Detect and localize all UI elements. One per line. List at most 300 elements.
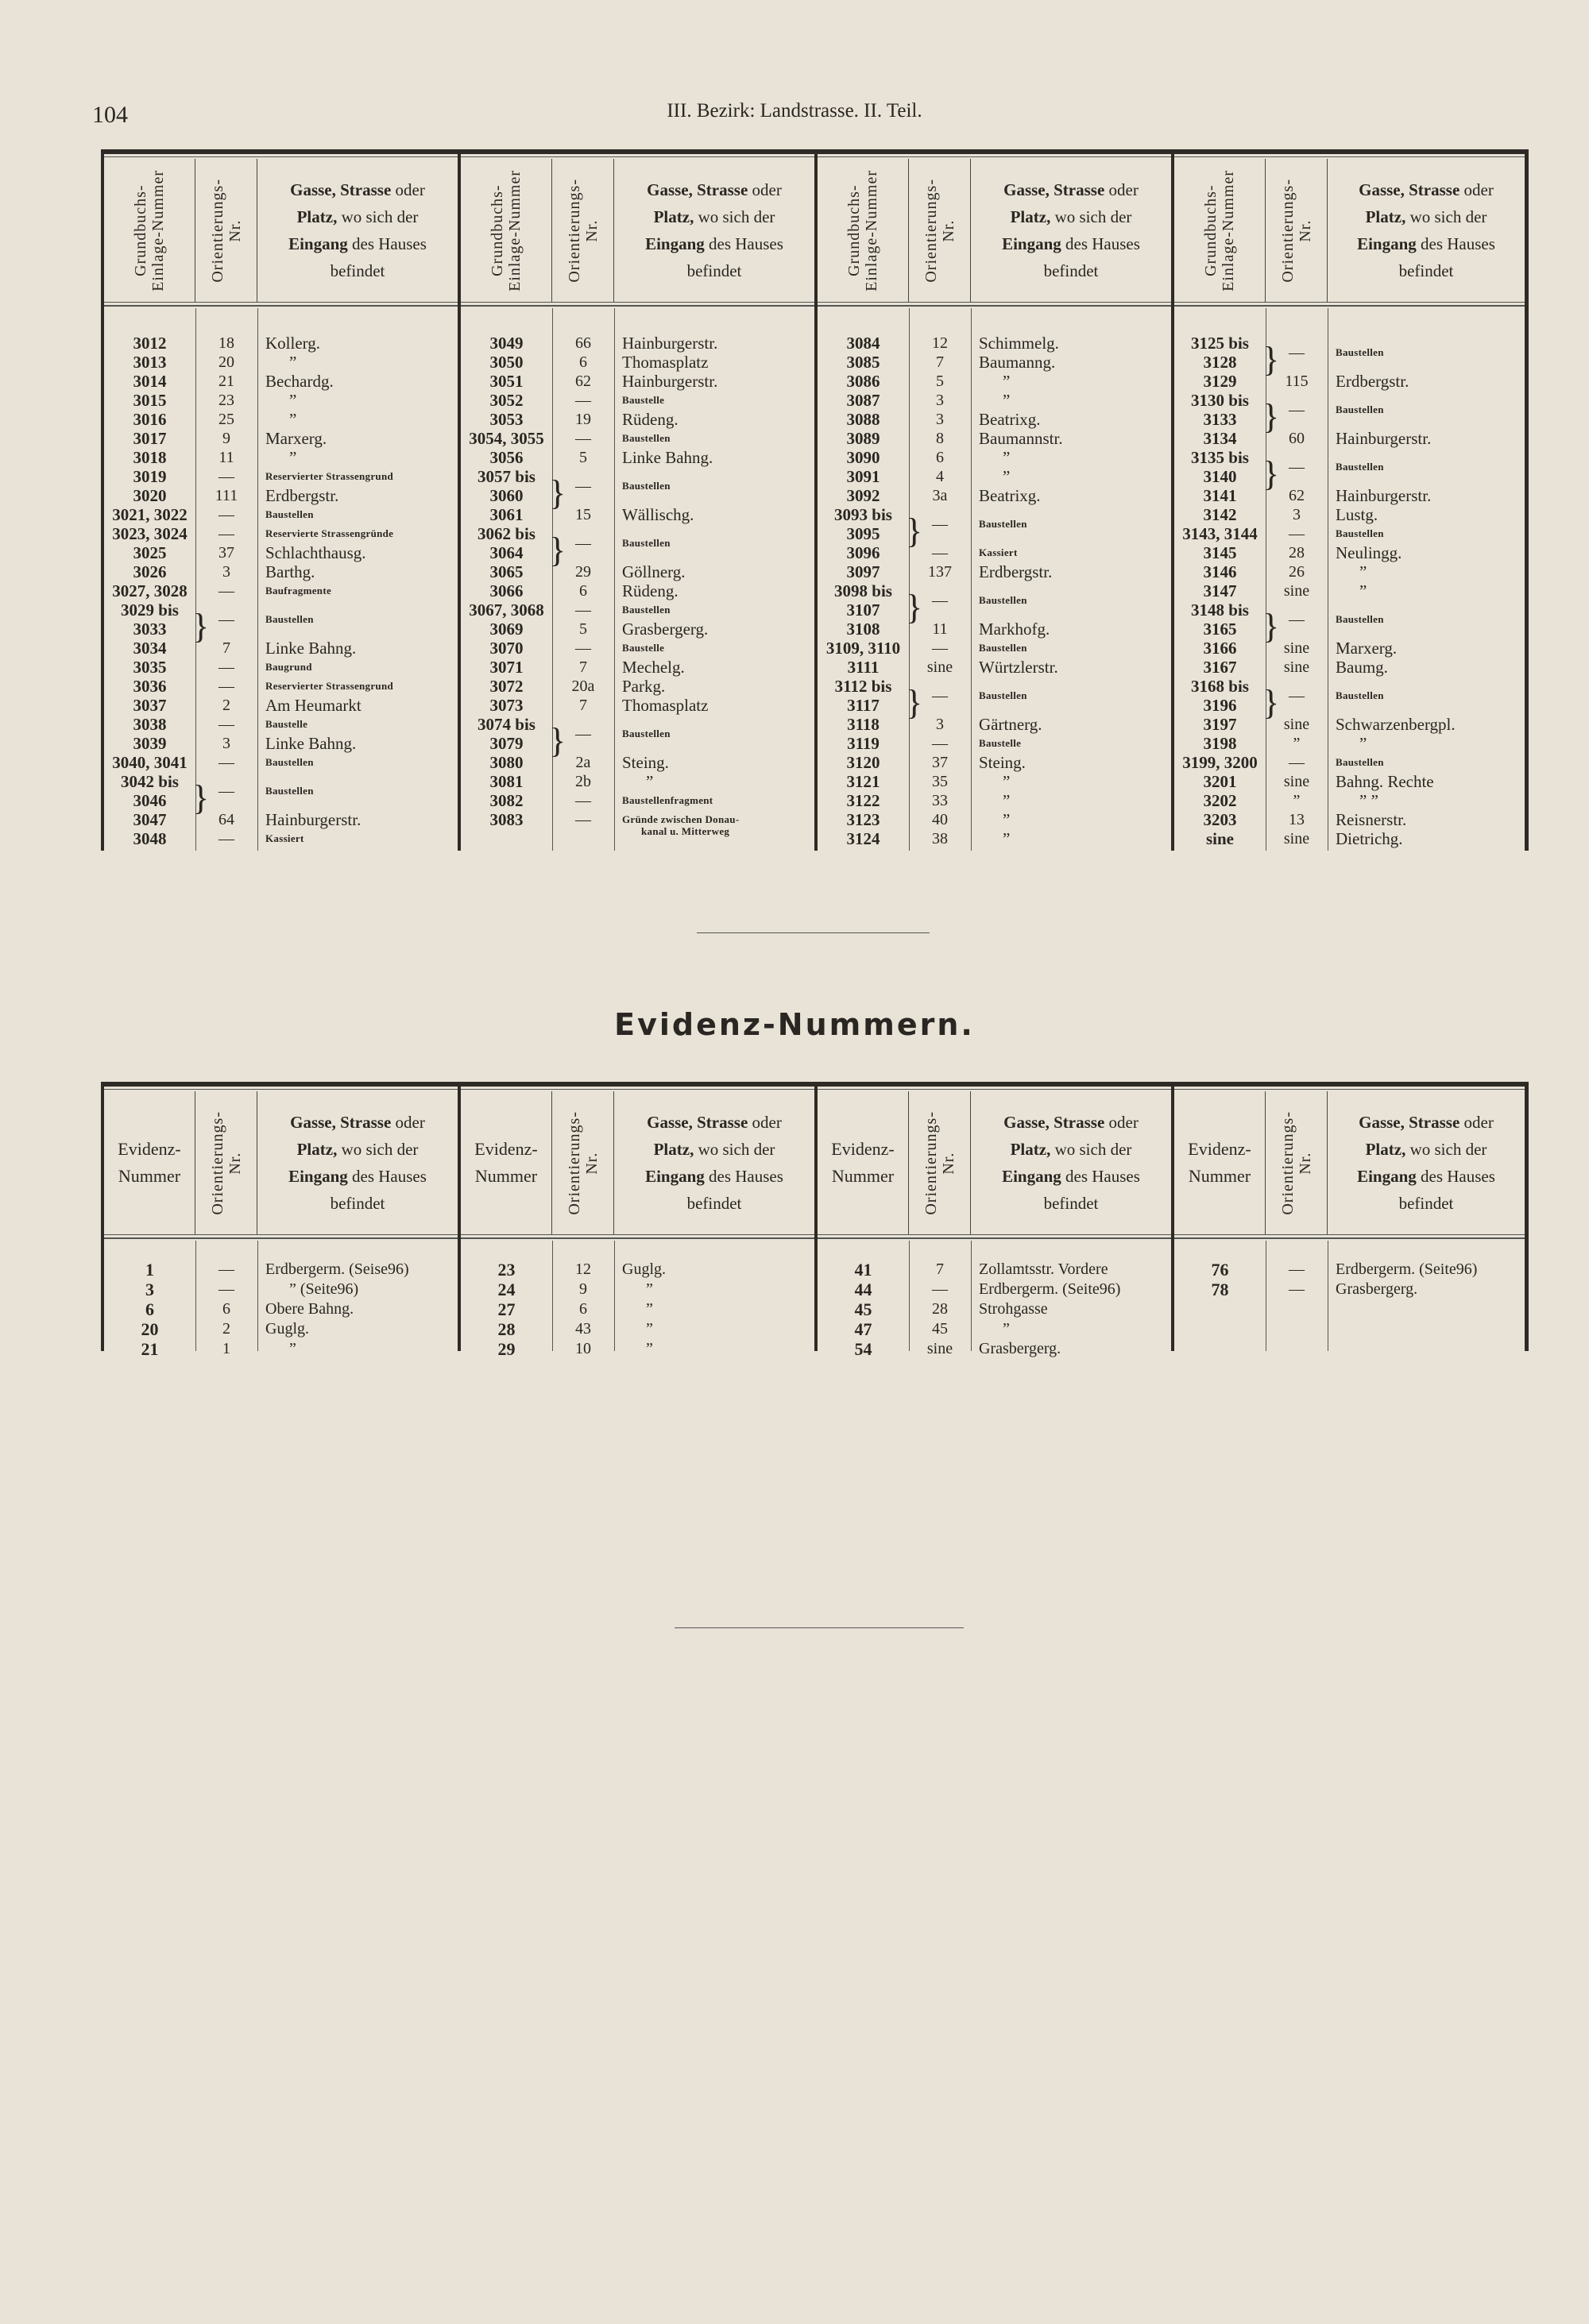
table-row [1174,543,1525,562]
entry-number-line: 3108 [846,620,880,639]
orientation-number: 20 [218,353,234,371]
entry-number-line: 3040, 3041 [112,753,188,772]
header-word: Eingang [288,234,353,253]
row-list [818,1241,1171,1359]
table-row [104,391,458,410]
header-line: Grundbuchs- [489,184,506,276]
table-row [461,772,814,791]
street-line: Baustelle [622,642,665,654]
entry-number-line: 3121 [846,772,880,791]
entry-number [461,1280,552,1299]
orientation-number: } — [906,587,948,627]
header-line: Einlage-Nummer [1220,169,1237,291]
entry-number [461,600,552,620]
entry-number-line: 3037 [133,696,167,715]
street-line: Baustellen [1336,756,1384,768]
header-label [1188,1136,1251,1190]
orientation-number: 5 [936,372,944,390]
header-line: Orientierungs- [922,1110,940,1215]
street-name [614,620,814,639]
street-name [1328,772,1525,792]
entry-number-line: 3142 [1203,505,1237,524]
street-line: ” [289,352,297,372]
table-row [461,391,814,410]
table-row [818,1319,1171,1339]
street-column-header-cell [1328,1091,1525,1234]
street-line: Parkg. [622,676,666,696]
orientation-number: — [575,600,591,619]
entry-number [461,448,552,467]
header-line: Grundbuchs- [1202,184,1220,276]
street-name [971,1280,1171,1299]
table-row [104,753,458,772]
header-line [1357,1136,1495,1163]
table-row [104,600,458,646]
table-row [104,486,458,505]
orientation-number: — [218,658,234,676]
entry-number-line: 21 [141,1338,159,1359]
brace-icon: } [1262,396,1280,436]
header-line: befindet [330,1194,385,1213]
header-label [845,170,880,291]
header-line [1002,230,1140,257]
street-column-header-cell [614,159,814,302]
entry-number [104,1280,195,1299]
entry-number-line: 3146 [1203,562,1237,581]
entry-number-line: 3203 [1203,810,1237,829]
header-line [645,230,783,257]
table-row [104,1319,458,1339]
street-line: Gründe zwischen Donau- [622,813,740,825]
table-header [461,159,814,303]
header-line: Nummer [118,1166,181,1186]
entry-number [818,677,909,715]
header-line: Evidenz- [118,1139,181,1159]
entry-number-line: 3091 [846,467,880,486]
header-line: Grundbuchs- [132,184,149,276]
street-name [614,1260,814,1279]
street-name [614,813,814,837]
street-line: Kollerg. [265,333,321,353]
street-column-header [1002,176,1140,284]
street-name [614,448,814,468]
table-row [818,334,1171,353]
entry-number [818,734,909,753]
entry-number [818,620,909,639]
street-line: Hainburgerstr. [622,371,718,391]
table-header [461,1091,814,1235]
entry-number [818,753,909,772]
entry-number [104,753,195,772]
header-word: wo sich der [1409,1140,1487,1159]
street-name [1328,461,1525,473]
orientation-number: 18 [218,334,234,352]
orientation-number: } — [1262,454,1305,493]
street-name [614,728,814,740]
orientation-number: 3a [932,486,948,504]
table-row [461,753,814,772]
table-body [104,1241,458,1359]
street-column-header [645,1109,783,1217]
street-line: Baustellen [1336,527,1384,539]
orientation-number: 28 [1289,543,1305,562]
entry-number [818,353,909,372]
orientation-number: } — [549,530,591,569]
street-column-header [288,1109,427,1217]
table-row [104,1299,458,1319]
entry-number-line: 3049 [489,334,524,353]
street-name [257,508,458,521]
street-name [971,810,1171,830]
street-line: ” [1359,562,1367,581]
orientation-number: sine [1283,639,1310,657]
street-line: Baustellen [622,604,671,616]
header-line [645,1163,783,1190]
entry-number [818,772,909,791]
header-line [1357,203,1495,230]
street-name [257,334,458,353]
street-column-header [1357,176,1495,284]
header-word: oder [1108,1113,1139,1132]
street-line: Baustellen [979,689,1027,701]
street-line: Erdbergerm. (Seite96) [979,1280,1121,1298]
street-line: Grasbergerg. [979,1340,1061,1357]
entry-number [104,1320,195,1339]
entry-number [461,410,552,429]
entry-number-line: 3060 [489,486,524,505]
orientation-number: 4 [936,467,944,485]
header-word: oder [395,1113,425,1132]
number-column-header [818,159,909,302]
orientation-number: 6 [579,581,587,600]
column-group [101,1087,458,1359]
table-row [104,543,458,562]
street-line: ” [1359,581,1367,600]
orientation-number: } — [906,511,948,550]
street-line: Hainburgerstr. [622,333,718,353]
orientation-number: 2 [222,1320,230,1338]
street-name [257,734,458,754]
header-label [132,170,167,291]
street-name [257,527,458,540]
orientation-number: — [575,791,591,809]
street-line: ” [1003,371,1011,391]
entry-number [1174,505,1266,524]
orientation-number: 6 [222,1300,230,1318]
orientation-number: 11 [218,448,234,466]
orientation-number: 3 [222,562,230,581]
entry-number-line: 3111 [847,658,880,677]
street-name [614,562,814,582]
entry-number [104,562,195,581]
entry-number [818,410,909,429]
entry-number-line: 3082 [489,791,524,810]
table-row [461,1319,814,1339]
table-row [1174,391,1525,436]
table-row [818,505,1171,550]
brace-icon: } [1262,339,1280,379]
street-line: Baustellen [622,432,671,444]
entry-number-line: 3016 [133,410,167,429]
street-line: Barthg. [265,562,315,581]
orientation-number: 45 [932,1320,948,1338]
entry-number-line: 3122 [846,791,880,810]
entry-number [461,753,552,772]
orientation-number: sine [1283,658,1310,676]
table-row [104,467,458,486]
orientation-number: — [1289,753,1305,771]
orientation-number: 40 [932,810,948,828]
header-line [1357,176,1495,203]
entry-number-line: 3072 [489,677,524,696]
number-column-header [461,1091,552,1234]
table-row [1174,658,1525,677]
entry-number [104,391,195,410]
header-word: Platz, [1365,1140,1410,1159]
header-label [118,1136,180,1190]
table-row [104,524,458,543]
entry-number [461,334,552,353]
brace-icon: } [906,511,923,550]
orientation-number: 25 [218,410,234,428]
street-line: ” [646,1340,653,1357]
header-line: Einlage-Nummer [863,169,880,291]
street-name [257,470,458,483]
entry-number [1174,658,1266,677]
table-body [461,1241,814,1359]
street-line: Baumannstr. [979,428,1063,448]
street-name [257,810,458,830]
header-line [1002,1136,1140,1163]
header-word: Gasse, [290,180,341,199]
street-line: Baustelle [622,394,665,406]
table-row [1174,524,1525,543]
table-row [1174,486,1525,505]
entry-number [1174,772,1266,791]
street-name [614,432,814,445]
header-line: Evidenz- [1188,1139,1251,1159]
table-row [818,715,1171,734]
street-line: ” [1003,790,1011,810]
street-name [971,737,1171,750]
header-word: Strasse [697,180,752,199]
entry-number [818,486,909,505]
street-name [1328,486,1525,506]
table-row [818,410,1171,429]
entry-number-line: sine [1205,829,1234,848]
table-row [1174,715,1525,734]
entry-number-line: 3 [145,1279,154,1299]
street-line: Erdbergerm. (Seise96) [265,1260,409,1278]
street-line: Mechelg. [622,657,685,677]
street-line: Baustellen [979,518,1027,530]
entry-number-line: 3125 bis [1191,334,1249,353]
street-column-header-cell [971,159,1171,302]
entry-number-line: 3039 [133,734,167,753]
orientation-number: 37 [932,753,948,771]
entry-number-line: 3086 [846,372,880,391]
entry-number-line: 1 [145,1259,154,1280]
header-line: Nr. [1296,1152,1314,1174]
brace-icon: } [192,778,210,817]
orientation-number: — [575,429,591,447]
orient-column-header [195,1091,257,1234]
street-line: ” [1003,1320,1010,1338]
street-name [971,448,1171,468]
entry-number-line: 3080 [489,753,524,772]
header-word: Strasse [340,1113,396,1132]
orientation-number: — [1289,1260,1305,1278]
orientation-number: 7 [936,353,944,371]
street-line: Baustellen [1336,689,1384,701]
header-line: befindet [1398,261,1454,280]
entry-number-line: 3050 [489,353,524,372]
orientation-number: } — [1262,396,1305,436]
header-word: Strasse [1409,180,1464,199]
street-name [257,832,458,845]
entry-number [1174,715,1266,734]
street-column-header-cell [1328,159,1525,302]
header-word: Strasse [1054,1113,1109,1132]
table-row [818,1299,1171,1319]
header-word: Gasse, [1359,180,1409,199]
entry-number-line: 3120 [846,753,880,772]
entry-number [461,353,552,372]
street-name [1328,613,1525,626]
street-line: Baustellen [265,613,314,625]
orientation-number: 2b [575,772,591,790]
entry-number-line: 3052 [489,391,524,410]
entry-number [1174,429,1266,448]
street-name [614,581,814,601]
table-row [104,448,458,467]
entry-number-line: 3107 [846,600,880,620]
row-list [1174,308,1525,848]
entry-number-line: 3088 [846,410,880,429]
street-name [971,658,1171,678]
header-label [566,179,601,283]
street-column-header-cell [971,1091,1171,1234]
header-word: wo sich der [341,207,419,226]
street-column-header-cell [257,1091,458,1234]
street-name [257,1300,458,1318]
orientation-number: 64 [218,810,234,828]
header-line [645,203,783,230]
table-row [104,715,458,734]
table-row [461,1299,814,1319]
table-body [818,308,1171,851]
table-row [1174,1260,1525,1280]
street-name [971,486,1171,506]
street-name [971,829,1171,849]
header-word: wo sich der [1054,207,1132,226]
orientation-number: 12 [575,1260,591,1278]
orient-column-header [909,159,971,302]
table-row [461,524,814,569]
entry-number [104,486,195,505]
entry-number [1174,524,1266,543]
header-word: Eingang [1002,1167,1066,1186]
table-body [461,308,814,851]
entry-number-line: 3145 [1203,543,1237,562]
street-name [971,620,1171,639]
entry-number-line: 54 [854,1338,872,1359]
entry-number [104,581,195,600]
entry-number [104,410,195,429]
orientation-number: — [218,524,234,542]
table-row [104,658,458,677]
entry-number-line: 3033 [133,620,167,639]
entry-number-line: 3013 [133,353,167,372]
table-row [461,334,814,353]
street-line: Thomasplatz [622,695,709,715]
header-word: oder [1463,180,1494,199]
street-name [257,680,458,693]
entry-number [1174,372,1266,391]
header-line: Nr. [582,1152,601,1174]
orientation-number: } — [549,720,591,760]
brace-icon: } [1262,454,1280,493]
table-row [461,677,814,696]
table-row [818,1260,1171,1280]
header-word: oder [752,1113,782,1132]
divider [697,932,930,933]
entry-number [818,1320,909,1339]
street-line: Steing. [979,752,1026,772]
orientation-number: 38 [932,829,948,847]
table-row [818,543,1171,562]
entry-number [1174,810,1266,829]
table-row [461,467,814,512]
entry-number-line: 3097 [846,562,880,581]
orientation-number: 12 [932,334,948,352]
orient-column-header [909,1091,971,1234]
entry-number [461,562,552,581]
orientation-number: 5 [579,620,587,638]
entry-number-line: 3197 [1203,715,1237,734]
street-name [1328,505,1525,525]
table-row [818,448,1171,467]
header-word: wo sich der [1054,1140,1132,1159]
entry-number-line: 3118 [847,715,880,734]
table-row [1174,677,1525,722]
entry-number-line: 3071 [489,658,524,677]
street-line: Bahng. Rechte [1336,771,1434,791]
brace-icon: } [549,530,566,569]
orientation-number: 5 [579,448,587,466]
entry-number [461,639,552,658]
header-line [288,176,427,203]
header-line [1002,176,1140,203]
entry-number-line: 3083 [489,810,524,829]
table-row [1174,505,1525,524]
street-line: Guglg. [265,1320,309,1338]
street-name [614,772,814,792]
entry-number-line: 29 [497,1338,516,1359]
street-column-header-cell [614,1091,814,1234]
entry-number-line: 3057 bis [477,467,535,486]
street-name [971,562,1171,582]
street-name [971,334,1171,353]
header-line [1002,1109,1140,1136]
table-row [1174,829,1525,848]
orientation-number: } — [906,682,948,722]
entry-number [461,524,552,562]
orientation-number: 62 [575,372,591,390]
orient-column-header [1266,1091,1328,1234]
entry-number [104,734,195,753]
street-line: Schimmelg. [979,333,1059,353]
